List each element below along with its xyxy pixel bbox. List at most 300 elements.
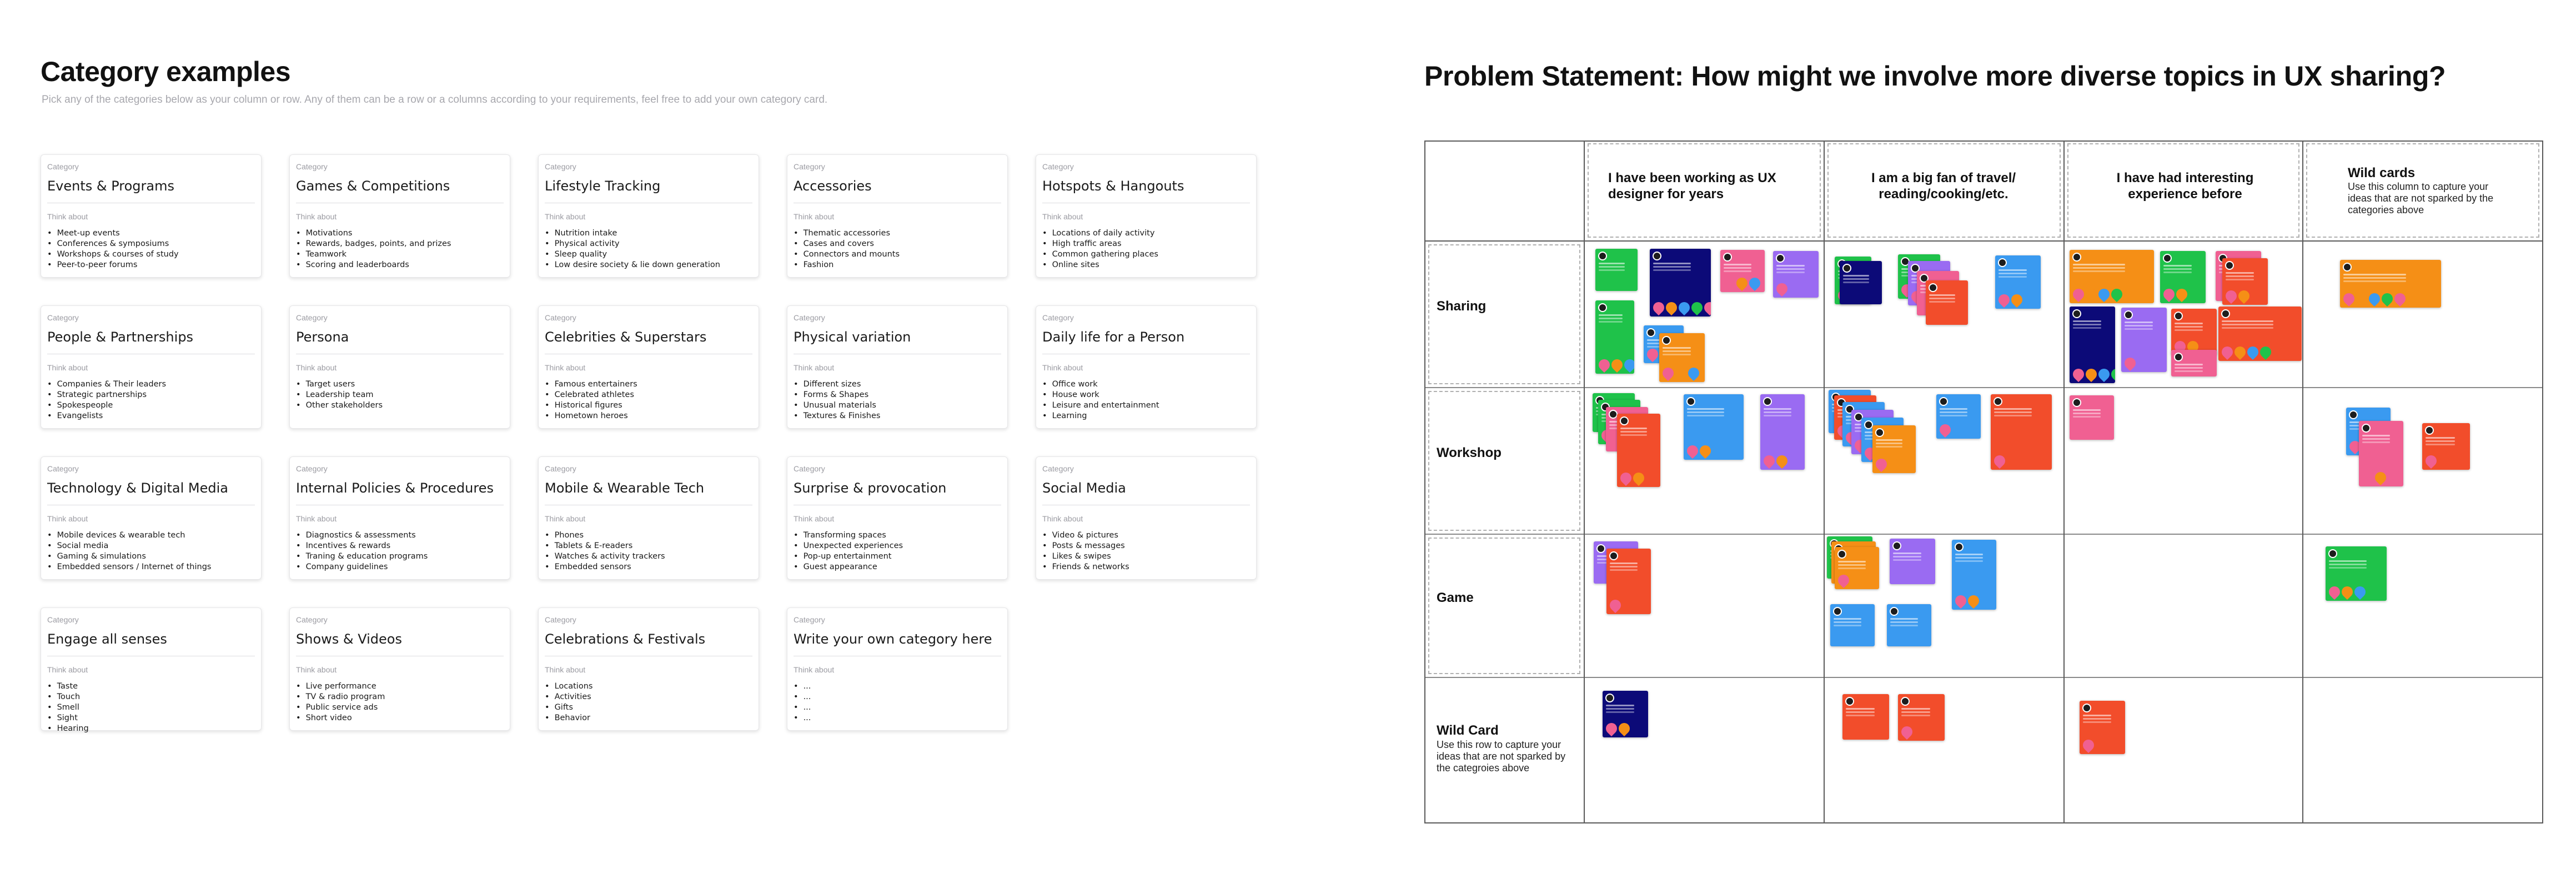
avatar xyxy=(1939,397,1948,406)
reaction-group xyxy=(1724,278,1760,289)
avatar xyxy=(2362,424,2371,433)
avatar xyxy=(1763,397,1772,406)
card-category-name: Celebrations & Festivals xyxy=(545,631,706,647)
reaction-group xyxy=(2083,740,2094,751)
reaction-icon xyxy=(2354,291,2369,307)
reaction-icon xyxy=(2083,366,2099,382)
card-category-name: Games & Competitions xyxy=(296,178,450,194)
card-list-item: • Incentives & rewards xyxy=(296,541,428,551)
card-item-list xyxy=(545,379,637,421)
sticky-note[interactable] xyxy=(1606,549,1651,614)
sticky-note[interactable] xyxy=(2359,421,2403,486)
card-list-item: • Hometown heroes xyxy=(545,411,637,421)
note-text xyxy=(1838,561,1866,562)
avatar xyxy=(1596,544,1605,553)
avatar xyxy=(2221,309,2230,318)
card-think-about-label: Think about xyxy=(1042,212,1083,221)
card-think-about-label: Think about xyxy=(47,363,88,372)
sticky-note[interactable] xyxy=(1842,694,1889,740)
note-text xyxy=(1653,263,1691,264)
card-item-list xyxy=(794,681,811,724)
category-card[interactable] xyxy=(1036,305,1257,429)
card-category-name: People & Partnerships xyxy=(47,329,194,345)
card-category-label: Category xyxy=(1042,313,1074,322)
card-item-list xyxy=(47,681,89,734)
row-header-wild-card: Wild Card xyxy=(1437,723,1499,738)
category-card[interactable] xyxy=(538,607,759,731)
sticky-note[interactable] xyxy=(1595,249,1638,291)
reaction-icon xyxy=(1710,443,1726,459)
sticky-note[interactable] xyxy=(1835,547,1879,589)
card-item-list xyxy=(296,681,385,724)
grid-line xyxy=(1424,387,2543,388)
note-text xyxy=(1610,562,1638,564)
reaction-group xyxy=(2125,358,2136,369)
card-category-name: Engage all senses xyxy=(47,631,167,647)
card-list-item: • Conferences & symposiums xyxy=(47,239,179,249)
card-item-list xyxy=(1042,530,1129,572)
reaction-icon xyxy=(1631,470,1646,486)
reaction-icon xyxy=(1937,422,1953,438)
note-text xyxy=(2073,409,2101,411)
sticky-note[interactable] xyxy=(2171,309,2217,355)
grid-line xyxy=(1824,140,1825,822)
card-think-about-label: Think about xyxy=(47,212,88,221)
grid-line xyxy=(2302,140,2303,822)
card-list-item: • Company guidelines xyxy=(296,562,428,572)
card-think-about-label: Think about xyxy=(794,665,835,674)
reaction-icon xyxy=(2367,291,2382,307)
reaction-icon xyxy=(2352,584,2368,600)
reaction-icon xyxy=(1616,721,1632,736)
note-text xyxy=(1606,705,1634,706)
reaction-icon xyxy=(1874,456,1889,472)
card-item-list xyxy=(545,681,592,724)
reaction-group xyxy=(1663,368,1699,379)
avatar xyxy=(1901,697,1910,706)
sticky-note[interactable] xyxy=(2070,395,2114,440)
reaction-icon xyxy=(1689,300,1705,315)
row-header-card[interactable] xyxy=(1428,244,1580,384)
reaction-icon xyxy=(1660,365,1676,381)
reaction-icon xyxy=(1664,300,1679,315)
card-list-item: • Tablets & E-readers xyxy=(545,541,665,551)
sticky-note[interactable] xyxy=(2160,251,2206,303)
card-category-label: Category xyxy=(47,615,79,624)
note-text xyxy=(2073,264,2125,265)
sticky-note[interactable] xyxy=(1991,394,2052,470)
card-list-item: • Companies & Their leaders xyxy=(47,379,166,390)
sticky-note[interactable] xyxy=(1898,694,1945,741)
card-list-item: • Hearing xyxy=(47,724,89,734)
avatar xyxy=(1837,550,1846,559)
card-list-item: • ... xyxy=(794,692,811,702)
card-list-item: • Office work xyxy=(1042,379,1159,390)
reaction-group xyxy=(1838,575,1849,586)
sticky-note[interactable] xyxy=(1995,255,2041,309)
note-text xyxy=(1724,264,1751,265)
card-list-item: • Touch xyxy=(47,692,89,702)
reaction-icon xyxy=(2327,584,2342,600)
avatar xyxy=(1892,541,1901,550)
avatar xyxy=(1842,264,1851,273)
category-card[interactable] xyxy=(289,607,510,731)
category-card[interactable] xyxy=(289,456,510,580)
card-list-item: • Historical figures xyxy=(545,400,637,411)
reaction-group xyxy=(1776,283,1787,294)
avatar xyxy=(2425,426,2434,435)
reaction-icon xyxy=(1604,721,1619,736)
card-list-item: • Motivations xyxy=(296,228,451,239)
grid-line xyxy=(1424,140,2543,142)
note-text xyxy=(1764,408,1791,410)
card-think-about-label: Think about xyxy=(545,665,586,674)
category-card[interactable] xyxy=(538,305,759,429)
sticky-note[interactable] xyxy=(1830,604,1875,646)
note-text xyxy=(2329,560,2367,562)
card-item-list xyxy=(296,228,451,270)
card-list-item: • Locations xyxy=(545,681,592,692)
card-list-item: • House work xyxy=(1042,390,1159,400)
reaction-group xyxy=(1955,595,1979,606)
reaction-group xyxy=(1998,294,2022,305)
sticky-note[interactable] xyxy=(1936,394,1981,439)
reaction-icon xyxy=(1734,275,1750,291)
reaction-icon xyxy=(1886,456,1902,472)
sticky-note[interactable] xyxy=(2171,350,2217,376)
avatar xyxy=(2174,353,2183,361)
reaction-icon xyxy=(2258,344,2273,360)
card-item-list xyxy=(794,530,903,572)
reaction-icon xyxy=(1774,281,1790,297)
reaction-group xyxy=(1653,302,1711,313)
card-category-name: Mobile & Wearable Tech xyxy=(545,480,705,496)
reaction-icon xyxy=(1609,357,1625,373)
card-item-list xyxy=(47,228,179,270)
note-text xyxy=(1901,708,1930,710)
card-list-item: • Forms & Shapes xyxy=(794,390,880,400)
reaction-icon xyxy=(1596,357,1612,373)
card-list-item: • ... xyxy=(794,713,811,724)
avatar xyxy=(1598,303,1607,312)
category-card[interactable] xyxy=(41,305,262,429)
sticky-note[interactable] xyxy=(1872,425,1916,473)
sticky-note[interactable] xyxy=(2340,260,2441,308)
avatar xyxy=(1620,416,1629,425)
card-list-item: • Watches & activity trackers xyxy=(545,551,665,562)
sticky-note[interactable] xyxy=(2326,546,2387,601)
reaction-icon xyxy=(2379,291,2395,307)
avatar xyxy=(2343,263,2352,272)
sticky-note[interactable] xyxy=(2222,258,2268,305)
card-think-about-label: Think about xyxy=(296,212,337,221)
grid-line xyxy=(1584,140,1585,822)
card-list-item: • Phones xyxy=(545,530,665,541)
card-category-label: Category xyxy=(1042,162,1074,171)
card-list-item: • Connectors and mounts xyxy=(794,249,900,260)
note-text xyxy=(1876,439,1902,441)
note-text xyxy=(2226,272,2254,274)
reaction-group xyxy=(2343,293,2406,304)
reaction-icon xyxy=(2071,287,2086,302)
note-text xyxy=(1776,265,1805,267)
reaction-icon xyxy=(2339,584,2355,600)
note-text xyxy=(2175,323,2203,324)
card-list-item: • Common gathering places xyxy=(1042,249,1158,260)
sticky-note[interactable] xyxy=(1887,604,1931,646)
card-item-list xyxy=(296,379,383,411)
reaction-icon xyxy=(2109,366,2115,382)
reaction-icon xyxy=(2071,366,2086,382)
sticky-note[interactable] xyxy=(1926,280,1968,325)
avatar xyxy=(1605,694,1614,702)
card-list-item: • Evangelists xyxy=(47,411,166,421)
card-category-label: Category xyxy=(296,615,328,624)
card-category-label: Category xyxy=(296,313,328,322)
reaction-icon xyxy=(2245,344,2261,360)
category-card[interactable] xyxy=(787,607,1008,731)
category-card[interactable] xyxy=(787,305,1008,429)
avatar xyxy=(2328,549,2337,558)
grid-line xyxy=(1424,677,2543,678)
card-list-item: • Low desire society & lie down generation xyxy=(545,260,720,270)
note-text xyxy=(2125,322,2153,323)
category-examples-subtitle: Pick any of the categories below as your column or row. Any of them can be a row or a columns according to your requirements, feel free to add your own category card. xyxy=(42,94,828,106)
sticky-note[interactable] xyxy=(1890,539,1935,584)
card-category-label: Category xyxy=(47,313,79,322)
card-list-item: • Public service ads xyxy=(296,702,385,713)
sticky-note[interactable] xyxy=(1684,394,1744,460)
sticky-note[interactable] xyxy=(1595,300,1634,374)
reaction-group xyxy=(2163,289,2187,300)
reaction-icon xyxy=(1836,572,1851,588)
sticky-note[interactable] xyxy=(1603,691,1648,737)
grid-line xyxy=(1424,822,2543,823)
card-think-about-label: Think about xyxy=(545,363,586,372)
reaction-group xyxy=(1764,455,1787,466)
card-list-item: • Locations of daily activity xyxy=(1042,228,1158,239)
avatar xyxy=(1686,397,1695,406)
column-header-experience: I have had interesting experience before xyxy=(2116,170,2254,202)
category-card[interactable] xyxy=(41,456,262,580)
category-card[interactable] xyxy=(289,305,510,429)
card-category-name: Lifestyle Tracking xyxy=(545,178,661,194)
note-text xyxy=(2222,320,2273,322)
card-list-item: • Gifts xyxy=(545,702,592,713)
avatar xyxy=(1845,697,1854,706)
reaction-icon xyxy=(2341,291,2357,307)
reaction-icon xyxy=(1686,365,1701,381)
reaction-icon xyxy=(1953,593,1969,609)
reaction-icon xyxy=(2232,344,2248,360)
sticky-note[interactable] xyxy=(1773,251,1819,298)
row-header-card[interactable] xyxy=(1428,538,1580,674)
sticky-note[interactable] xyxy=(2218,307,2302,361)
avatar xyxy=(1609,551,1618,560)
note-text xyxy=(2163,265,2192,267)
note-text xyxy=(2362,435,2390,436)
card-list-item: • Famous entertainers xyxy=(545,379,637,390)
reaction-icon xyxy=(2373,470,2388,485)
card-list-item: • Behavior xyxy=(545,713,592,724)
category-card[interactable] xyxy=(41,607,262,731)
reaction-group xyxy=(2226,290,2249,302)
reaction-icon xyxy=(2096,287,2112,302)
sticky-note[interactable] xyxy=(2070,250,2154,303)
reaction-icon xyxy=(2423,453,2439,469)
card-list-item: • Target users xyxy=(296,379,383,390)
card-list-item: • Taste xyxy=(47,681,89,692)
card-list-item: • Guest appearance xyxy=(794,562,903,572)
avatar xyxy=(2225,261,2234,270)
avatar xyxy=(2072,309,2081,318)
avatar xyxy=(2072,398,2081,407)
reaction-icon xyxy=(1685,443,1700,459)
reaction-icon xyxy=(2392,291,2408,307)
reaction-group xyxy=(1994,455,2005,466)
card-list-item: • High traffic areas xyxy=(1042,239,1158,249)
category-card[interactable] xyxy=(289,154,510,278)
card-category-name: Social Media xyxy=(1042,480,1126,496)
note-text xyxy=(1834,618,1861,620)
card-think-about-label: Think about xyxy=(794,212,835,221)
card-list-item: • Sight xyxy=(47,713,89,724)
note-text xyxy=(1687,408,1724,410)
card-list-item: • Textures & Finishes xyxy=(794,411,880,421)
note-text xyxy=(1893,552,1921,554)
reaction-group xyxy=(2073,369,2115,380)
column-header-ux-designer: I have been working as UX designer for years xyxy=(1608,170,1776,202)
avatar xyxy=(1864,420,1873,429)
card-category-label: Category xyxy=(545,615,576,624)
sticky-note[interactable] xyxy=(1617,414,1660,487)
reaction-icon xyxy=(1747,275,1762,291)
card-category-name: Write your own category here xyxy=(794,631,992,647)
sticky-note[interactable] xyxy=(2080,701,2125,754)
note-text xyxy=(1940,408,1967,410)
sticky-note[interactable] xyxy=(1760,394,1805,470)
column-header-wild-cards: Wild cards xyxy=(2348,165,2416,180)
card-category-name: Internal Policies & Procedures xyxy=(296,480,494,496)
card-item-list xyxy=(296,530,428,572)
note-text xyxy=(1663,347,1691,349)
note-text xyxy=(1890,618,1918,620)
category-card[interactable] xyxy=(41,154,262,278)
card-item-list xyxy=(47,379,166,421)
category-card[interactable] xyxy=(787,154,1008,278)
reaction-icon xyxy=(1618,470,1634,486)
problem-statement-title: Problem Statement: How might we involve more diverse topics in UX sharing? xyxy=(1424,61,2446,92)
card-think-about-label: Think about xyxy=(47,514,88,523)
card-think-about-label: Think about xyxy=(47,665,88,674)
card-list-item: • Smell xyxy=(47,702,89,713)
note-text xyxy=(2343,274,2406,275)
card-category-name: Shows & Videos xyxy=(296,631,402,647)
card-think-about-label: Think about xyxy=(296,514,337,523)
reaction-group xyxy=(1940,424,1951,435)
reaction-group xyxy=(2329,586,2366,597)
card-list-item: • Pop-up entertainment xyxy=(794,551,903,562)
card-item-list xyxy=(1042,228,1158,270)
card-list-item: • Video & pictures xyxy=(1042,530,1129,541)
card-list-item: • Fashion xyxy=(794,260,900,270)
category-card[interactable] xyxy=(787,456,1008,580)
sticky-note[interactable] xyxy=(2070,307,2115,383)
card-list-item: • Unexpected experiences xyxy=(794,541,903,551)
reaction-group xyxy=(2073,289,2122,300)
card-list-item: • Live performance xyxy=(296,681,385,692)
card-category-label: Category xyxy=(545,313,576,322)
card-list-item: • Embedded sensors / Internet of things xyxy=(47,562,211,572)
reaction-group xyxy=(1606,723,1630,734)
sticky-note[interactable] xyxy=(1952,540,1996,610)
category-card[interactable] xyxy=(538,456,759,580)
sticky-note[interactable] xyxy=(2422,423,2470,470)
row-header-card[interactable] xyxy=(1428,391,1580,531)
avatar xyxy=(1723,253,1732,262)
reaction-icon xyxy=(1992,453,2007,469)
card-think-about-label: Think about xyxy=(545,212,586,221)
card-list-item: • Activities xyxy=(545,692,592,702)
category-card[interactable] xyxy=(538,154,759,278)
avatar xyxy=(1646,328,1655,337)
reaction-icon xyxy=(2236,288,2252,304)
reaction-icon xyxy=(2220,344,2235,360)
reaction-icon xyxy=(1996,292,2012,308)
card-list-item: • Workshops & courses of study xyxy=(47,249,179,260)
sticky-note[interactable] xyxy=(1650,249,1711,317)
reaction-icon xyxy=(1702,300,1711,315)
row-header-game: Game xyxy=(1437,590,1474,605)
card-list-item: • Leadership team xyxy=(296,390,383,400)
sticky-note[interactable] xyxy=(2121,308,2167,372)
card-list-item: • Learning xyxy=(1042,411,1159,421)
card-category-label: Category xyxy=(794,464,825,473)
note-text xyxy=(2426,437,2455,439)
reaction-icon xyxy=(2083,287,2099,302)
reaction-icon xyxy=(1676,300,1692,315)
reaction-icon xyxy=(1608,597,1623,613)
category-card[interactable] xyxy=(1036,154,1257,278)
card-think-about-label: Think about xyxy=(296,363,337,372)
avatar xyxy=(1875,428,1884,437)
avatar xyxy=(1993,397,2002,406)
card-list-item: • Embedded sensors xyxy=(545,562,665,572)
card-list-item: • ... xyxy=(794,702,811,713)
note-text xyxy=(1955,554,1983,555)
card-list-item: • Scoring and leaderboards xyxy=(296,260,451,270)
card-think-about-label: Think about xyxy=(545,514,586,523)
category-card[interactable] xyxy=(1036,456,1257,580)
avatar xyxy=(1653,252,1661,260)
card-item-list xyxy=(545,530,665,572)
sticky-note[interactable] xyxy=(1659,333,1705,382)
card-list-item: • Rewards, badges, points, and prizes xyxy=(296,239,451,249)
card-list-item: • Spokespeople xyxy=(47,400,166,411)
reaction-icon xyxy=(2223,288,2239,304)
card-category-name: Surprise & provocation xyxy=(794,480,947,496)
sticky-note[interactable] xyxy=(1720,250,1765,292)
note-text xyxy=(1846,708,1875,710)
sticky-note[interactable] xyxy=(1840,261,1882,304)
card-item-list xyxy=(794,228,900,270)
card-list-item: • Transforming spaces xyxy=(794,530,903,541)
reaction-icon xyxy=(2009,292,2025,308)
note-text xyxy=(1929,294,1955,296)
reaction-icon xyxy=(2081,737,2096,753)
note-text xyxy=(1998,269,2027,271)
avatar xyxy=(1955,543,1964,551)
